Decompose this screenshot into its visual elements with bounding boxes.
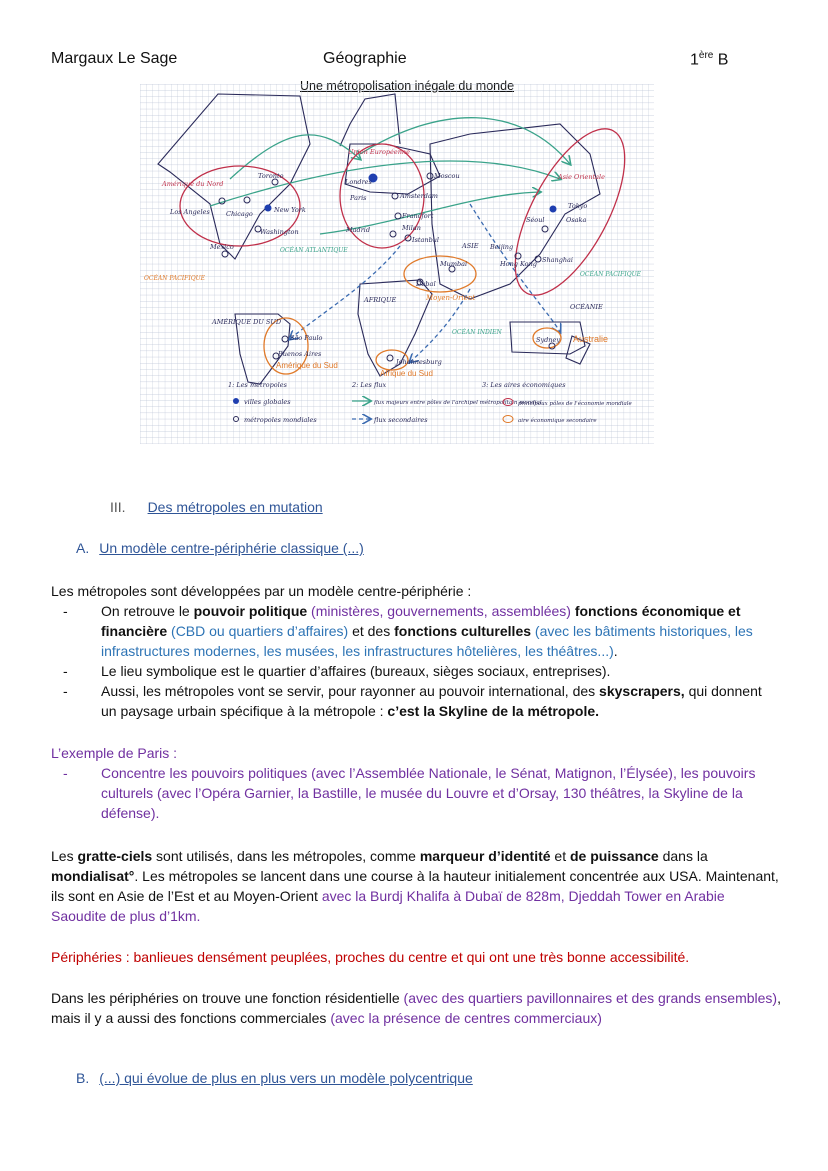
list-item-skyline: - Aussi, les métropoles vont se servir, pour rayonner au pouvoir international, des skyscrapers, qui donnent un paysage urbain spécifique à la métropole : c’est la Skyline de la métropole.: [51, 681, 781, 721]
legend-flux-secondaires: flux secondaires: [374, 416, 428, 424]
section-title-link[interactable]: Des métropoles en mutation: [147, 499, 323, 515]
list-item-functions: - On retrouve le pouvoir politique (ministères, gouvernements, assemblées) fonctions économique et financière (CBD ou quartiers d’affaires) et des fonctions culturelles (avec les bâtiments historiques, les infrastructures modernes, les musées, les infrastructures hôtelières, les théâtres...).: [51, 601, 781, 661]
subsection-letter-b: B.: [76, 1070, 90, 1086]
map-label-shanghai: Shanghai: [542, 256, 574, 264]
paris-list-item: - Concentre les pouvoirs politiques (avec l’Assemblée Nationale, le Sénat, Matignon, l’Élysée), les pouvoirs culturels (avec l’Opéra Garnier, la Bastille, le musée du Louvre et d’Orsay, 130 théâtres, la Skyline de la défense).: [51, 763, 781, 823]
class-sup: ère: [698, 50, 714, 61]
map-label-frankfurt: Francfort: [402, 212, 434, 220]
map-label-dubai: Dubaï: [416, 280, 436, 288]
paragraph-peripheries-definition: Périphéries : banlieues densément peuplées, proches du centre et qui ont une très bonne accessibilité.: [51, 949, 690, 965]
map-label-new-york: New York: [274, 206, 306, 214]
map-label-pacific-west: OCÉAN PACIFIQUE: [144, 275, 206, 282]
map-label-mexico: Mexico: [210, 243, 234, 251]
section-heading-iii: [110, 499, 323, 515]
map-label-beijing: Beijing: [490, 243, 514, 251]
map-label-istanbul: Istanbul: [412, 236, 440, 244]
map-label-washington: Washington: [260, 228, 299, 236]
class-suffix: B: [713, 51, 729, 69]
map-label-european-union: Union Européenne: [348, 148, 410, 156]
legend-metropoles-mondiales: métropoles mondiales: [244, 416, 317, 424]
map-label-east-asia: Asie Orientale: [558, 173, 605, 181]
legend-villes-globales: villes globales: [244, 398, 291, 406]
subsection-title-a-link[interactable]: Un modèle centre-périphérie classique (...): [99, 540, 364, 556]
map-label-south-africa-orange: Afrique du Sud: [380, 369, 433, 378]
paragraph-paris-example: [51, 743, 781, 823]
map-label-amsterdam: Amsterdam: [400, 192, 438, 200]
map-label-sydney: Sydney: [536, 336, 560, 344]
paragraph-centre-peripherie: [51, 581, 781, 721]
subsection-title-b-link[interactable]: (...) qui évolue de plus en plus vers un modèle polycentrique: [99, 1070, 473, 1086]
legend-aire-secondaire: aire économique secondaire: [518, 418, 597, 424]
legend-metropoles-heading: 1: Les métropoles: [228, 381, 287, 389]
map-label-seoul: Séoul: [526, 216, 545, 224]
legend-flux-majeurs: flux majeurs entre pôles de l'archipel métropolitain mondial: [374, 400, 542, 406]
list-item-business-district: - Le lieu symbolique est le quartier d’affaires (bureaux, sièges sociaux, entreprises).: [51, 661, 781, 681]
class-main: 1: [690, 51, 699, 69]
map-label-hong-kong: Hong Kong: [500, 260, 537, 268]
subsection-letter-a: A.: [76, 540, 90, 556]
paragraph-intro: Les métropoles sont développées par un modèle centre-périphérie :: [51, 583, 472, 599]
map-label-oceanie: OCÉANIE: [570, 303, 603, 311]
legend-aires-heading: 3: Les aires économiques: [482, 381, 566, 389]
paragraph-peripheries-functions: Dans les périphéries on trouve une fonction résidentielle (avec des quartiers pavillonnaires et des grands ensembles), mais il y a aussi des fonctions commerciales (avec la présence de centres commerciaux): [51, 990, 781, 1026]
subsection-heading-a: [76, 540, 364, 556]
paragraph-skyscrapers: Les gratte-ciels sont utilisés, dans les métropoles, comme marqueur d’identité et de puissance dans la mondialisat°. Les métropoles se lancent dans une course à la hauteur initialement concentrée aux USA. Maintenant, ils sont en Asie de l’Est et au Moyen-Orient avec la Burdj Khalifa à Dubaï de 828m, Djeddah Tower en Arabie Saoudite de plus d’1km.: [51, 848, 779, 924]
legend-poles-economie: principaux pôles de l'économie mondiale: [518, 401, 632, 407]
map-label-toronto: Toronto: [258, 172, 284, 180]
map-label-johannesburg: Johannesburg: [396, 358, 442, 366]
map-label-sao-paulo: São Paulo: [290, 334, 323, 342]
graph-paper-grid: [140, 84, 654, 444]
section-number: III.: [110, 499, 126, 515]
class-label: [690, 50, 728, 69]
map-label-australia: Australie: [573, 334, 609, 344]
map-label-afrique: AFRIQUE: [364, 296, 397, 304]
map-label-atlantic: OCÉAN ATLANTIQUE: [280, 247, 348, 254]
legend-flux-heading: 2: Les flux: [352, 381, 387, 389]
map-label-london: Londres: [345, 178, 372, 186]
author-name: Margaux Le Sage: [51, 50, 178, 67]
legend-dot-global: [233, 398, 239, 404]
map-label-moscou: Moscou: [434, 172, 460, 180]
map-label-asie: ASIE: [462, 242, 479, 250]
map-label-osaka: Osaka: [566, 216, 587, 224]
map-label-los-angeles: Los Angeles: [170, 208, 210, 216]
map-label-south-america-orange: Amérique du Sud: [276, 361, 338, 370]
map-label-chicago: Chicago: [226, 210, 253, 218]
paris-intro: L’exemple de Paris :: [51, 745, 178, 761]
map-label-tokyo: Tokyo: [568, 202, 588, 210]
map-label-mumbai: Mumbai: [440, 260, 468, 268]
world-map-sketch: [140, 84, 654, 444]
map-label-pacific-east: OCÉAN PACIFIQUE: [580, 271, 642, 278]
map-label-indian-ocean: OCÉAN INDIEN: [452, 329, 502, 336]
map-label-madrid: Madrid: [346, 226, 371, 234]
map-label-middle-east: Moyen-Orient: [426, 294, 476, 302]
map-label-paris: Paris: [350, 194, 367, 202]
map-label-buenos-aires: Buenos Aires: [278, 350, 322, 358]
map-label-milan: Milan: [402, 224, 421, 232]
function-list: [51, 601, 781, 721]
map-label-north-america: Amérique du Nord: [162, 180, 224, 188]
map-label-south-america: AMÉRIQUE DU SUD: [212, 318, 282, 326]
subsection-heading-b: [76, 1070, 473, 1086]
subject-title: Géographie: [323, 50, 407, 67]
